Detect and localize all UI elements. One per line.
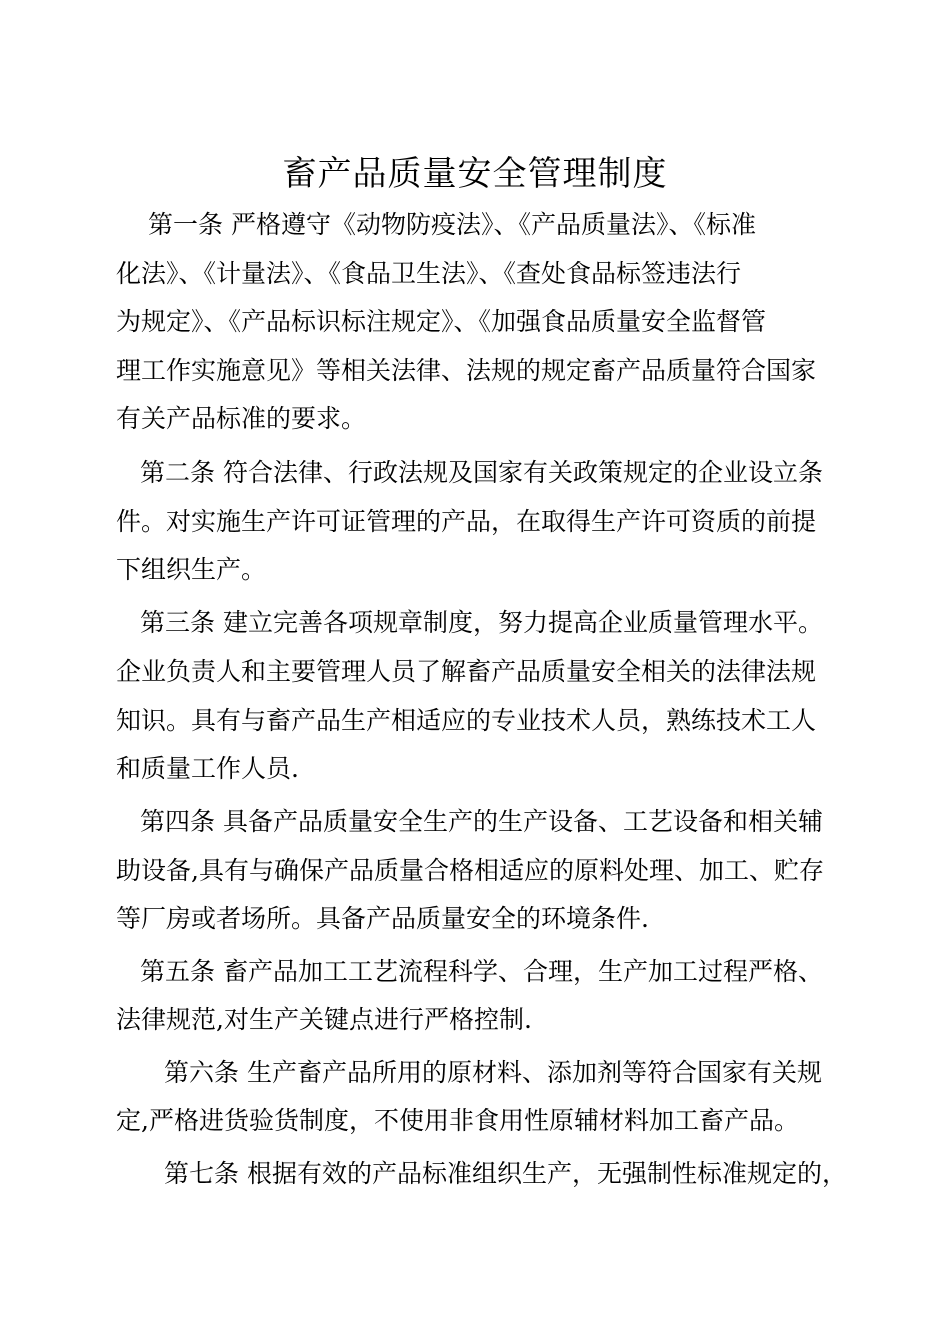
text-line: 法律规范,对生产关键点进行严格控制. <box>116 1005 532 1034</box>
text-line: 知识。具有与畜产品生产相适应的专业技术人员，熟练技术工人 <box>116 706 817 735</box>
text-line: 定,严格进货验货制度，不使用非食用性原辅材料加工畜产品。 <box>116 1106 799 1135</box>
text-line: 等厂房或者场所。具备产品质量安全的环境条件. <box>116 904 649 933</box>
text-line: 化法》、《计量法》、《食品卫生法》、《查处食品标签违法行 <box>116 259 742 288</box>
text-line: 助设备,具有与确保产品质量合格相适应的原料处理、加工、贮存 <box>116 856 824 885</box>
text-line: 第六条 生产畜产品所用的原材料、添加剂等符合国家有关规 <box>164 1058 822 1087</box>
text-line: 理工作实施意见》等相关法律、法规的规定畜产品质量符合国家 <box>116 356 817 385</box>
text-line: 第三条 建立完善各项规章制度，努力提高企业质量管理水平。 <box>140 608 823 637</box>
text-line: 下组织生产。 <box>116 555 267 584</box>
text-line: 企业负责人和主要管理人员了解畜产品质量安全相关的法律法规 <box>116 657 817 686</box>
text-line: 件。对实施生产许可证管理的产品，在取得生产许可资质的前提 <box>116 507 817 536</box>
page-title: 畜产品质量安全管理制度 <box>282 154 668 194</box>
text-line: 第一条 严格遵守《动物防疫法》、《产品质量法》、《标准 <box>148 210 756 239</box>
text-line: 有关产品标准的要求。 <box>116 404 367 433</box>
text-line: 第二条 符合法律、行政法规及国家有关政策规定的企业设立条 <box>140 458 823 487</box>
text-line: 和质量工作人员. <box>116 754 299 783</box>
text-line: 第四条 具备产品质量安全生产的生产设备、工艺设备和相关辅 <box>140 807 823 836</box>
text-line: 第五条 畜产品加工工艺流程科学、合理，生产加工过程严格、 <box>140 957 823 986</box>
text-line: 第七条 根据有效的产品标准组织生产，无强制性标准规定的， <box>164 1159 847 1188</box>
text-line: 为规定》、《产品标识标注规定》、《加强食品质量安全监督管 <box>116 307 767 336</box>
